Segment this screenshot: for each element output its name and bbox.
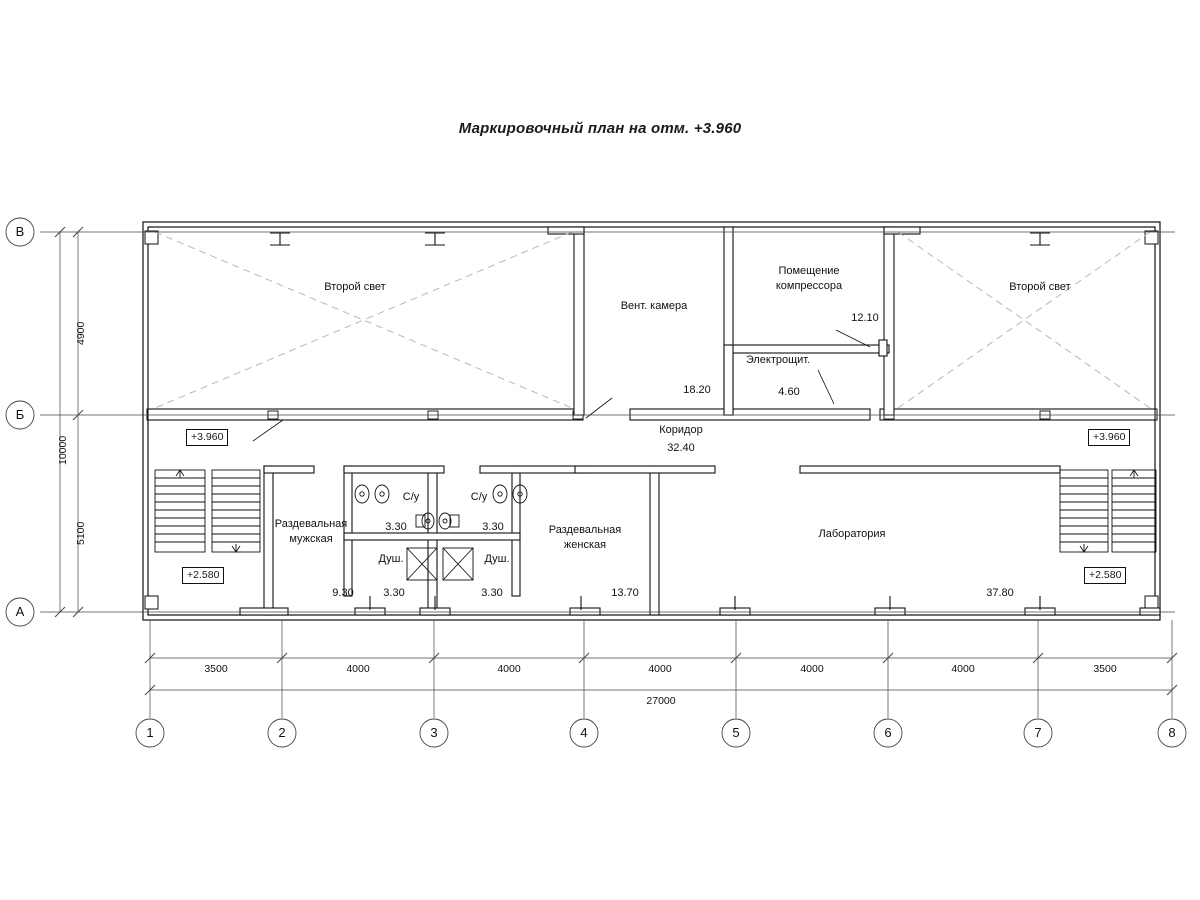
void-hatch-left xyxy=(155,232,572,408)
stair-right xyxy=(1060,470,1156,552)
level-mark-left-lower: +2.580 xyxy=(182,567,224,584)
axis-col-7[interactable]: 7 xyxy=(1034,725,1042,740)
dimension-upper-span: 4900 xyxy=(75,321,87,345)
dimension-ticks xyxy=(55,227,1177,695)
axis-col-3[interactable]: 3 xyxy=(430,725,438,740)
room-area-electrical-panel: 4.60 xyxy=(778,386,800,398)
room-label-compressor-line2: компрессора xyxy=(775,280,843,292)
dimension-lower-span: 5100 xyxy=(75,521,87,545)
axis-row-b[interactable]: Б xyxy=(15,407,25,422)
room-label-void-left: Второй свет xyxy=(324,281,386,293)
room-label-shower-2: Душ. xyxy=(484,553,510,565)
room-area-wc-1: 3.30 xyxy=(385,521,407,533)
dimension-bay-2: 4000 xyxy=(346,663,370,675)
axis-col-1[interactable]: 1 xyxy=(146,725,154,740)
dimension-bay-7: 3500 xyxy=(1093,663,1117,675)
axis-col-8[interactable]: 8 xyxy=(1168,725,1176,740)
room-label-locker-men-line2: мужская xyxy=(289,533,333,545)
walls-upper xyxy=(574,227,894,415)
room-label-wc-1: С/у xyxy=(402,491,420,503)
wall-stubs-top xyxy=(548,227,920,356)
axis-col-2[interactable]: 2 xyxy=(278,725,286,740)
room-label-wc-2: С/у xyxy=(470,491,488,503)
stair-left xyxy=(155,470,260,552)
room-area-vent-chamber: 18.20 xyxy=(683,384,711,396)
room-label-locker-women-line1: Раздевальная xyxy=(548,524,622,536)
room-label-corridor: Коридор xyxy=(659,424,703,436)
dimension-bay-5: 4000 xyxy=(800,663,824,675)
dimension-bay-4: 4000 xyxy=(648,663,672,675)
axis-bubbles xyxy=(6,218,1186,747)
dimension-total-length: 27000 xyxy=(646,695,676,707)
room-area-laboratory: 37.80 xyxy=(986,587,1014,599)
room-label-void-right: Второй свет xyxy=(1009,281,1071,293)
room-label-vent-chamber: Вент. камера xyxy=(620,300,688,312)
level-mark-right-upper: +3.960 xyxy=(1088,429,1130,446)
room-area-shower-2: 3.30 xyxy=(481,587,503,599)
room-label-laboratory: Лаборатория xyxy=(818,528,886,540)
axis-col-4[interactable]: 4 xyxy=(580,725,588,740)
wall-row-b xyxy=(148,409,1155,420)
room-area-compressor: 12.10 xyxy=(851,312,879,324)
axis-col-5[interactable]: 5 xyxy=(732,725,740,740)
room-label-shower-1: Душ. xyxy=(378,553,404,565)
dimension-bay-6: 4000 xyxy=(951,663,975,675)
room-label-compressor-line1: Помещение xyxy=(778,265,840,277)
dimension-bay-3: 4000 xyxy=(497,663,521,675)
page-title: Маркировочный план на отм. +3.960 xyxy=(458,120,742,137)
level-mark-left-upper: +3.960 xyxy=(186,429,228,446)
void-hatch-right xyxy=(898,232,1150,408)
grid-extension-lines xyxy=(40,232,1175,718)
room-area-corridor: 32.40 xyxy=(667,442,695,454)
room-label-locker-men-line1: Раздевальная xyxy=(274,518,348,530)
room-label-locker-women-line2: женская xyxy=(563,539,607,551)
level-mark-right-lower: +2.580 xyxy=(1084,567,1126,584)
room-area-shower-1: 3.30 xyxy=(383,587,405,599)
dimension-total-depth: 10000 xyxy=(57,435,69,465)
axis-col-6[interactable]: 6 xyxy=(884,725,892,740)
axis-row-a[interactable]: А xyxy=(15,604,25,619)
room-area-locker-women: 13.70 xyxy=(611,587,639,599)
room-area-wc-2: 3.30 xyxy=(482,521,504,533)
dimension-bay-1: 3500 xyxy=(204,663,228,675)
grid-piers xyxy=(270,233,1050,245)
room-area-locker-men: 9.30 xyxy=(332,587,354,599)
axis-row-v[interactable]: В xyxy=(15,224,25,239)
room-label-electrical-panel: Электрощит. xyxy=(745,354,811,366)
